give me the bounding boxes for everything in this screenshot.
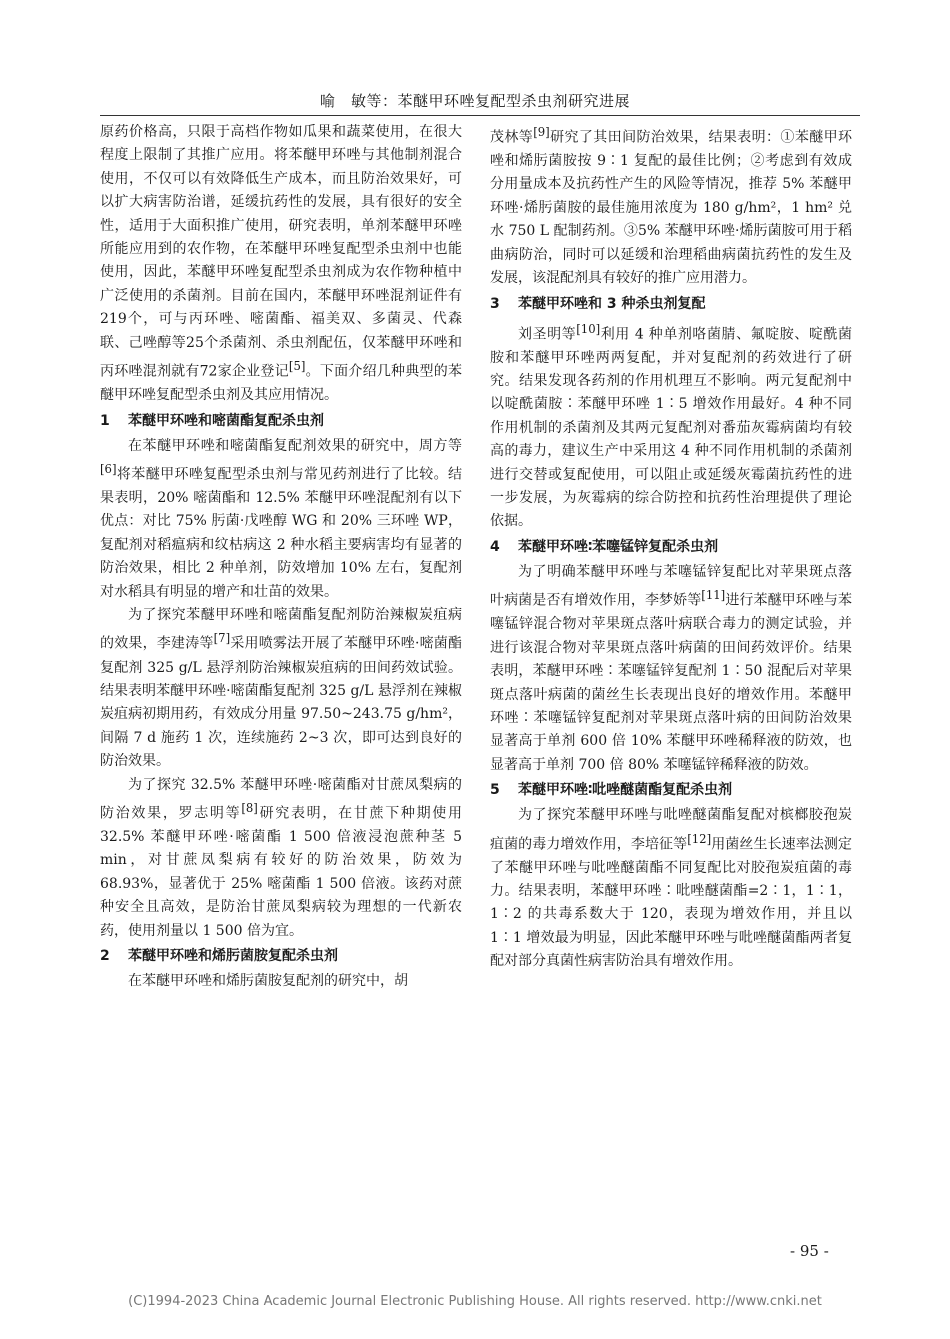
citation-ref[interactable]: [5] bbox=[288, 359, 306, 374]
citation-ref[interactable]: [6] bbox=[100, 461, 117, 476]
right-column bbox=[490, 121, 852, 974]
citation-ref[interactable]: [12] bbox=[687, 831, 712, 846]
section-3-paragraph-1: 刘圣明等[10]利用 4 种单剂咯菌腈、氟啶胺、啶酰菌胺和苯醚甲环唑两两复配，并对复配剂的药效进行了研究。结果发现各药剂的作用机理互不影响。两元复配剂中以啶酰菌胺∶苯醚甲环唑 1∶5 增效作用最好。4 种不同作用机制的杀菌剂及其两元复配剂对番茄灰霉病菌均有较高的毒力，建议生产中采用这 4 种不同作用机制的杀菌剂进行交替或复配使用，可以阻止或延缓灰霉菌抗药性的进一步发展，为灰霉病的综合防控和抗药性治理提供了理论依据。 bbox=[490, 321, 853, 530]
section-4-paragraph-1: 为了明确苯醚甲环唑与苯噻锰锌复配比对苹果斑点落叶病菌是否有增效作用，李梦娇等[11]进行苯醚甲环唑与苯噻锰锌混合物对苹果斑点落叶病联合毒力的测定试验，并进行该混合物对苹果斑点落叶病菌的田间药效评价。结果表明，苯醚甲环唑∶苯噻锰锌复配剂 1∶50 混配后对苹果斑点落叶病菌的菌丝生长表现出良好的增效作用。苯醚甲环唑∶苯噻锰锌复配剂对苹果斑点落叶病的田间防治效果显著高于单剂 600 倍 10% 苯醚甲环唑稀释液的防效，也显著高于单剂 700 倍 80% 苯噻锰锌稀释液的防效。 bbox=[490, 563, 853, 773]
citation-ref[interactable]: [8] bbox=[241, 800, 258, 815]
section-heading-1: 1 苯醚甲环唑和嘧菌酯复配杀虫剂 bbox=[100, 412, 324, 429]
running-header: 喻 敏等：苯醚甲环唑复配型杀虫剂研究进展 bbox=[319, 92, 630, 110]
section-heading-2: 2 苯醚甲环唑和烯肟菌胺复配杀虫剂 bbox=[100, 948, 338, 965]
citation-ref[interactable]: [9] bbox=[533, 125, 550, 139]
citation-ref[interactable]: [11] bbox=[701, 588, 726, 603]
section-1-paragraph-3: 为了探究 32.5% 苯醚甲环唑·嘧菌酯对甘蔗凤梨病的防治效果，罗志明等[8]研究表明，在甘蔗下种期使用 32.5% 苯醚甲环唑·嘧菌酯 1 500 倍液浸泡蔗种茎 5 min，对甘蔗凤梨病有较好的防治效果，防效为 68.93%，显著优于 25% 嘧菌酯 1 500 倍液。该药对蔗种安全且高效，是防治甘蔗凤梨病较为理想的一代新农药，使用剂量以 1 500 倍为宜。 bbox=[100, 776, 463, 939]
section-2-paragraph-start: 在苯醚甲环唑和烯肟菌胺复配剂的研究中，胡 bbox=[128, 973, 408, 990]
header-rule bbox=[100, 115, 860, 116]
page-number: - 95 - bbox=[790, 1242, 829, 1260]
section-heading-4: 4 苯醚甲环唑∶苯噻锰锌复配杀虫剂 bbox=[490, 538, 719, 555]
citation-ref[interactable]: [7] bbox=[213, 631, 231, 646]
section-1-paragraph-1: 在苯醚甲环唑和嘧菌酯复配剂效果的研究中，周方等[6]将苯醚甲环唑复配型杀虫剂与常见药剂进行了比较。结果表明，20% 嘧菌酯和 12.5% 苯醚甲环唑混配剂有以下优点：对比 75% 肟菌·戊唑醇 WG 和 20% 三环唑 WP，复配剂对稻瘟病和纹枯病这 2 种水稻主要病害均有显著的防治效果，相比 2 种单剂，防效增加 10% 左右，复配剂对水稻具有明显的增产和壮苗的效果。 bbox=[100, 437, 462, 600]
citation-ref[interactable]: [10] bbox=[576, 321, 601, 336]
section-2-paragraph-continued: 茂林等[9]研究了其田间防治效果，结果表明：①苯醚甲环唑和烯肟菌胺按 9∶1 复配的最佳比例；②考虑到有效成分用量成本及抗药性产生的风险等情况，推荐 5% 苯醚甲环唑·烯肟菌胺的最佳施用浓度为 180 g/hm²，1 hm² 兑水 750 L 配制药剂。③5% 苯醚甲环唑·烯肟菌胺可用于稻曲病防治，同时可以延缓和治理稻曲病菌抗药性的发生及发展，该混配剂具有较好的推广应用潜力。 bbox=[490, 125, 853, 287]
section-1-paragraph-2: 为了探究苯醚甲环唑和嘧菌酯复配剂防治辣椒炭疽病的效果，李建涛等[7]采用喷雾法开展了苯醚甲环唑·嘧菌酯复配剂 325 g/L 悬浮剂防治辣椒炭疽病的田间药效试验。结果表明苯醚甲环唑·嘧菌酯复配剂 325 g/L 悬浮剂在辣椒炭疽病初期用药，有效成分用量 97.50~243.75 g/hm²，间隔 7 d 施药 1 次，连续施药 2~3 次，即可达到良好的防治效果。 bbox=[100, 607, 463, 770]
section-heading-5: 5 苯醚甲环唑∶吡唑醚菌酯复配杀虫剂 bbox=[490, 782, 733, 799]
left-column bbox=[100, 121, 462, 993]
section-5-paragraph-1: 为了探究苯醚甲环唑与吡唑醚菌酯复配对槟榔胶孢炭疽菌的毒力增效作用，李培征等[12]用菌丝生长速率法测定了苯醚甲环唑与吡唑醚菌酯不同复配比对胶孢炭疽菌的毒力。结果表明，苯醚甲环唑∶吡唑醚菌酯=2∶1，1∶1，1∶2 的共毒系数大于 120，表现为增效作用，并且以 1∶1 增效最为明显，因此苯醚甲环唑与吡唑醚菌酯两者复配对部分真菌性病害防治具有增效作用。 bbox=[490, 807, 852, 970]
intro-paragraph: 原药价格高，只限于高档作物如瓜果和蔬菜使用，在很大程度上限制了其推广应用。将苯醚甲环唑与其他制剂混合使用，不仅可以有效降低生产成本，而且防治效果好，可以扩大病害防治谱，延缓抗药性的发展，具有很好的安全性，适用于大面积推广使用，研究表明，单剂苯醚甲环唑所能应用到的农作物，在苯醚甲环唑复配型杀虫剂中也能使用，因此，苯醚甲环唑复配型杀虫剂成为农作物种植中广泛使用的杀菌剂。目前在国内，苯醚甲环唑混剂证件有219个，可与丙环唑、嘧菌酯、福美双、多菌灵、代森联、己唑醇等25个杀菌剂、杀虫剂配伍，仅苯醚甲环唑和丙环唑混剂就有72家企业登记[5]。下面介绍几种典型的苯醚甲环唑复配型杀虫剂及其应用情况。 bbox=[100, 124, 462, 404]
section-heading-3: 3 苯醚甲环唑和 3 种杀虫剂复配 bbox=[490, 295, 706, 312]
copyright-footer: (C)1994-2023 China Academic Journal Electronic Publishing House. All rights reserved. http://www.cnki.net bbox=[128, 1294, 822, 1309]
